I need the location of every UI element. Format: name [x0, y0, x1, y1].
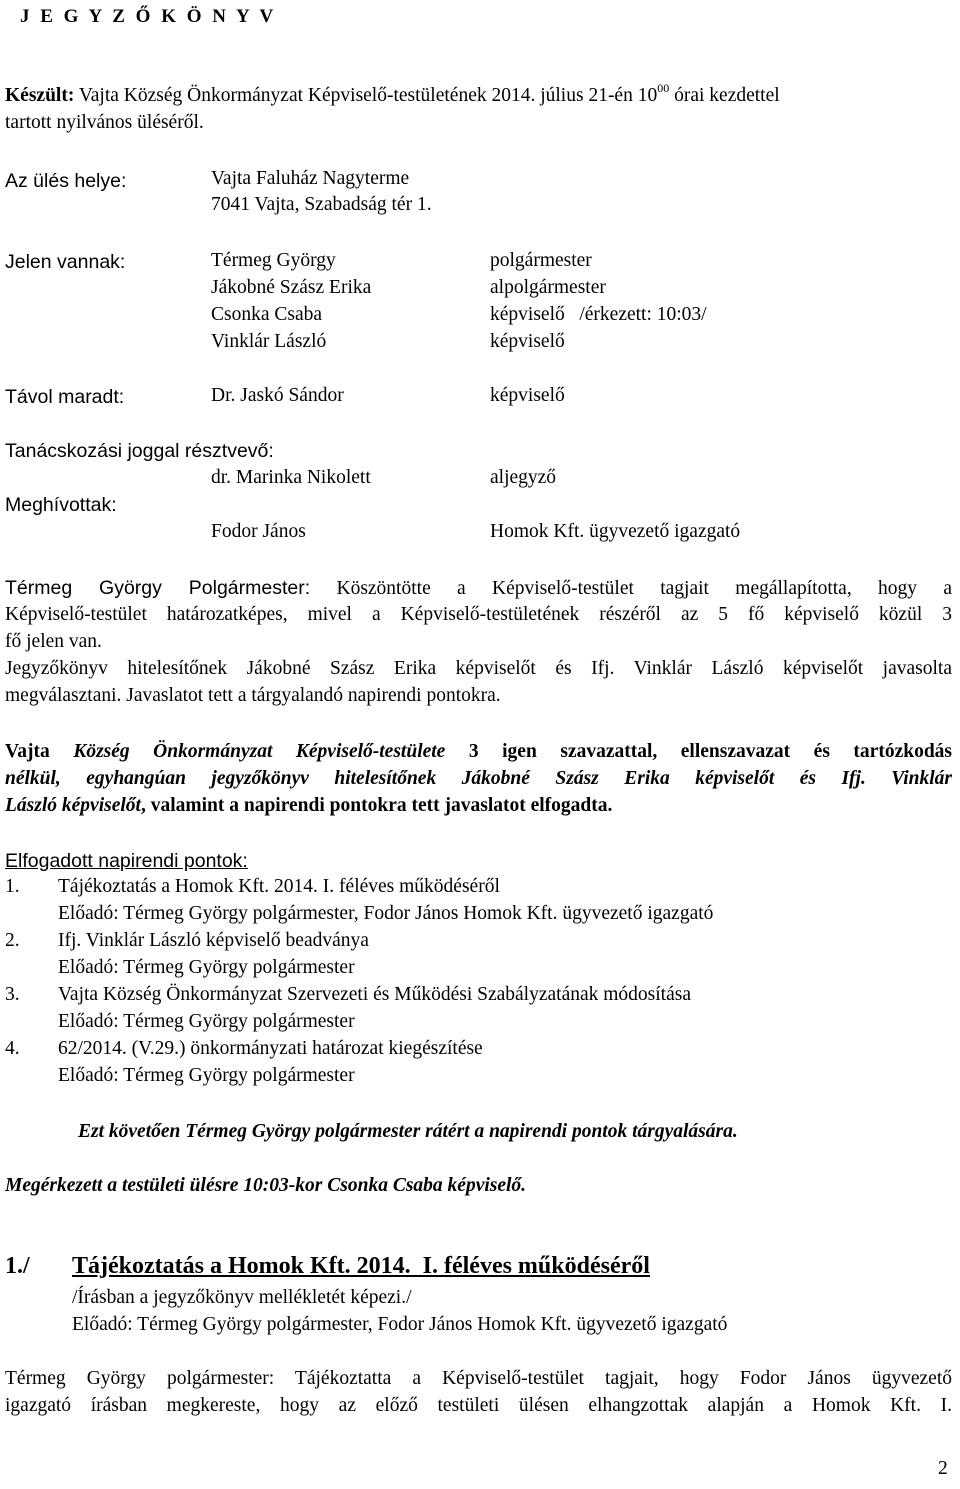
- agenda-num-4: 4.: [5, 1038, 20, 1059]
- venue-line-1: Vajta Faluház Nagyterme: [211, 168, 410, 189]
- advisory-label: Tanácskozási joggal résztvevő:: [5, 440, 274, 462]
- present-role-3: képviselő /érkezett: 10:03/: [490, 304, 707, 325]
- section-title: Tájékoztatás a Homok Kft. 2014. I. féléves működéséről: [72, 1253, 650, 1279]
- present-name-4: Vinklár László: [211, 331, 327, 352]
- para1-line-4: Jegyzőkönyv hitelesítőnek Jákobné Szász Erika képviselőt és Ifj. Vinklár László képviselőt javasolta: [5, 658, 952, 679]
- decision-line-1: [5, 741, 952, 763]
- agenda-title-4: 62/2014. (V.29.) önkormányzati határozat kiegészítése: [58, 1038, 483, 1059]
- agenda-title-1: Tájékoztatás a Homok Kft. 2014. I. féléves működéséről: [58, 876, 500, 897]
- agenda-presenter-4: Előadó: Térmeg György polgármester: [58, 1065, 355, 1086]
- agenda-presenter-1: Előadó: Térmeg György polgármester, Fodor János Homok Kft. ügyvezető igazgató: [58, 903, 714, 924]
- invited-name: Fodor János: [211, 521, 306, 542]
- absent-label: Távol maradt:: [5, 386, 125, 408]
- agenda-presenter-2: Előadó: Térmeg György polgármester: [58, 957, 355, 978]
- intro-sup: 00: [657, 81, 670, 95]
- section-number: 1./: [5, 1253, 30, 1279]
- intro-text: Vajta Község Önkormányzat Képviselő-testületének 2014. július 21-én 10: [78, 85, 658, 106]
- present-name-2: Jákobné Szász Erika: [211, 277, 372, 298]
- intro-line-2: tartott nyilvános üléséről.: [5, 112, 204, 133]
- transition-text: Ezt követően Térmeg György polgármester rátért a napirendi pontok tárgyalására.: [78, 1121, 738, 1142]
- present-role-1: polgármester: [490, 250, 592, 271]
- agenda-title-2: Ifj. Vinklár László képviselő beadványa: [58, 930, 369, 951]
- intro-label: Készült:: [5, 85, 75, 106]
- decision-part-c: 3 igen szavazattal, ellenszavazat és tartózkodás: [468, 741, 953, 762]
- intro-line-1: [5, 81, 780, 107]
- para1-line-5: megválasztani. Javaslatot tett a tárgyalandó napirendi pontokra.: [5, 685, 501, 706]
- venue-label: Az ülés helye:: [5, 170, 127, 192]
- para2-line-1: Térmeg György polgármester: Tájékoztatta a Képviselő-testület tagjait, hogy Fodor János ügyvezető: [5, 1368, 952, 1389]
- decision-line-3: [5, 795, 612, 817]
- para2-line-2: igazgató írásban megkereste, hogy az előző testületi ülésen elhangzottak alapján a Homok Kft. I.: [5, 1395, 952, 1416]
- decision-part-b: Község Önkormányzat Képviselő-testülete: [73, 741, 446, 762]
- agenda-title-3: Vajta Község Önkormányzat Szervezeti és Működési Szabályzatának módosítása: [58, 984, 691, 1005]
- document-title: J E G Y Z Ő K Ö N Y V: [20, 6, 277, 27]
- arrival-text: Megérkezett a testületi ülésre 10:03-kor Csonka Csaba képviselő.: [5, 1175, 527, 1196]
- speaker-label: Térmeg György Polgármester:: [5, 577, 311, 599]
- para1-line-1: [5, 577, 952, 600]
- absent-role: képviselő: [490, 385, 565, 406]
- agenda-num-3: 3.: [5, 984, 20, 1005]
- para1-line-2: Képviselő-testület határozatképes, mivel a Képviselő-testületének részéről az 5 fő képviselő közül 3: [5, 604, 952, 625]
- present-role-4: képviselő: [490, 331, 565, 352]
- advisory-role: aljegyző: [490, 467, 557, 488]
- page-number: 2: [938, 1458, 948, 1479]
- venue-line-2: 7041 Vajta, Szabadság tér 1.: [211, 194, 432, 215]
- decision-line-2: nélkül, egyhangúan jegyzőkönyv hitelesítőnek Jákobné Szász Erika képviselőt és Ifj. Vinklár: [5, 768, 952, 789]
- present-role-2: alpolgármester: [490, 277, 606, 298]
- present-name-1: Térmeg György: [211, 250, 336, 271]
- section-note: /Írásban a jegyzőkönyv mellékletét képezi./: [72, 1287, 412, 1308]
- present-label: Jelen vannak:: [5, 251, 126, 273]
- decision-part-e: , valamint a napirendi pontokra tett javaslatot elfogadta.: [140, 795, 613, 816]
- intro-text-end: órai kezdettel: [674, 85, 780, 106]
- agenda-heading: Elfogadott napirendi pontok:: [5, 850, 248, 872]
- invited-label: Meghívottak:: [5, 494, 117, 516]
- absent-name: Dr. Jaskó Sándor: [211, 385, 344, 406]
- agenda-presenter-3: Előadó: Térmeg György polgármester: [58, 1011, 355, 1032]
- advisory-name: dr. Marinka Nikolett: [211, 467, 371, 488]
- section-presenter: Előadó: Térmeg György polgármester, Fodor János Homok Kft. ügyvezető igazgató: [72, 1314, 728, 1335]
- decision-part-a: Vajta: [5, 741, 50, 762]
- decision-part-d: László képviselőt: [5, 795, 141, 816]
- agenda-num-1: 1.: [5, 876, 20, 897]
- para1-line-3: fő jelen van.: [5, 631, 102, 652]
- para1-text: Köszöntötte a Képviselő-testület tagjait megállapította, hogy a: [336, 578, 952, 599]
- agenda-num-2: 2.: [5, 930, 20, 951]
- present-name-3: Csonka Csaba: [211, 304, 323, 325]
- invited-role: Homok Kft. ügyvezető igazgató: [490, 521, 741, 542]
